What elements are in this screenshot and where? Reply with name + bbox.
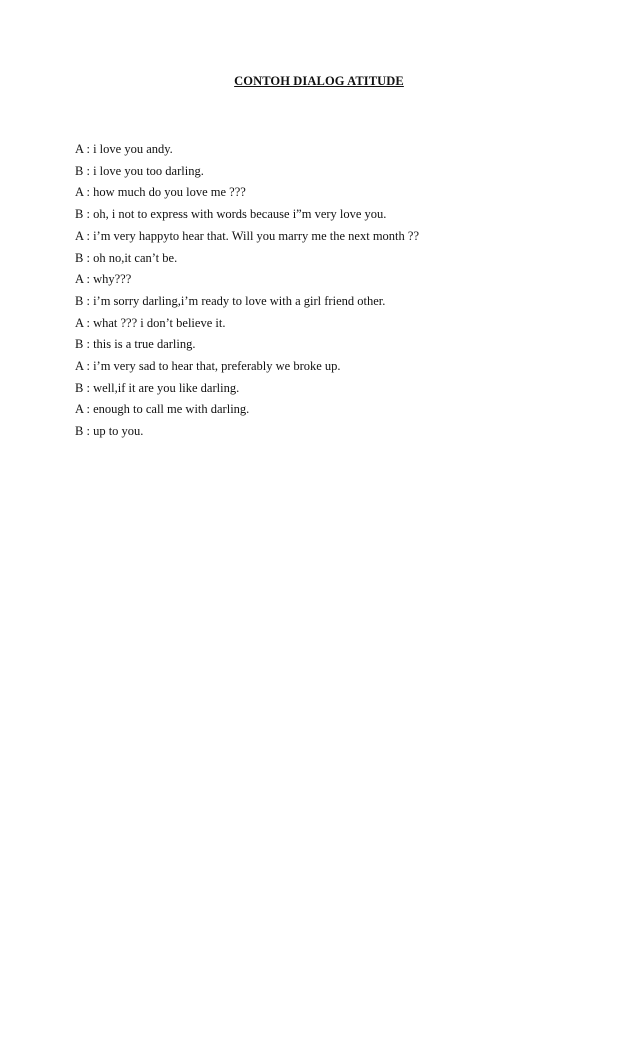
dialog-line: A : enough to call me with darling. bbox=[75, 402, 250, 417]
dialog-speaker: A bbox=[75, 228, 84, 243]
dialog-line: B : this is a true darling. bbox=[75, 337, 196, 352]
dialog-speaker: B bbox=[75, 337, 84, 352]
dialog-text: well,if it are you like darling. bbox=[93, 380, 240, 395]
dialog-line: B : well,if it are you like darling. bbox=[75, 380, 240, 395]
dialog-text: i love you too darling. bbox=[93, 163, 204, 178]
dialog-line: A : i’m very happyto hear that. Will you marry me the next month ?? bbox=[75, 228, 419, 243]
dialog-speaker: B bbox=[75, 250, 84, 265]
dialog-text: i’m sorry darling,i’m ready to love with a girl friend other. bbox=[93, 293, 386, 308]
dialog-speaker: A bbox=[75, 142, 84, 156]
dialog-speaker: A bbox=[75, 359, 84, 374]
dialog-text: oh no,it can’t be. bbox=[93, 250, 178, 265]
dialog-line: B : i love you too darling. bbox=[75, 163, 204, 178]
dialog-line: A : what ??? i don’t believe it. bbox=[75, 315, 226, 330]
dialog-speaker: B bbox=[75, 207, 84, 222]
dialog-speaker: A bbox=[75, 315, 84, 330]
dialog-speaker: A bbox=[75, 185, 84, 200]
dialog-speaker: B bbox=[75, 163, 84, 178]
dialog-text: i’m very happyto hear that. Will you marry me the next month ?? bbox=[93, 228, 419, 243]
dialog-text: i love you andy. bbox=[93, 142, 173, 156]
dialog-speaker: B bbox=[75, 380, 84, 395]
dialog-speaker: B bbox=[75, 424, 84, 439]
dialog-line: B : oh, i not to express with words because i”m very love you. bbox=[75, 207, 387, 222]
dialog-speaker: A bbox=[75, 272, 84, 287]
dialog-text: how much do you love me ??? bbox=[93, 185, 246, 200]
dialog-line: B : up to you. bbox=[75, 424, 144, 439]
dialog-line: B : i’m sorry darling,i’m ready to love with a girl friend other. bbox=[75, 293, 386, 308]
dialog-text: oh, i not to express with words because i”m very love you. bbox=[93, 207, 387, 222]
dialog-line: B : oh no,it can’t be. bbox=[75, 250, 178, 265]
document-title: CONTOH DIALOG ATITUDE bbox=[234, 74, 404, 88]
dialog-speaker: B bbox=[75, 293, 84, 308]
dialog-text: this is a true darling. bbox=[93, 337, 196, 352]
dialog-line: A : i’m very sad to hear that, preferably we broke up. bbox=[75, 359, 341, 374]
dialog-line: A : why??? bbox=[75, 272, 132, 287]
dialog-line: A : how much do you love me ??? bbox=[75, 185, 246, 200]
dialog-text: why??? bbox=[93, 272, 132, 287]
dialog-text: enough to call me with darling. bbox=[93, 402, 250, 417]
dialog-list bbox=[75, 139, 419, 443]
dialog-text: i’m very sad to hear that, preferably we broke up. bbox=[93, 359, 341, 374]
dialog-speaker: A bbox=[75, 402, 84, 417]
dialog-line: A : i love you andy. bbox=[75, 142, 173, 156]
dialog-text: up to you. bbox=[93, 424, 144, 439]
dialog-text: what ??? i don’t believe it. bbox=[93, 315, 226, 330]
